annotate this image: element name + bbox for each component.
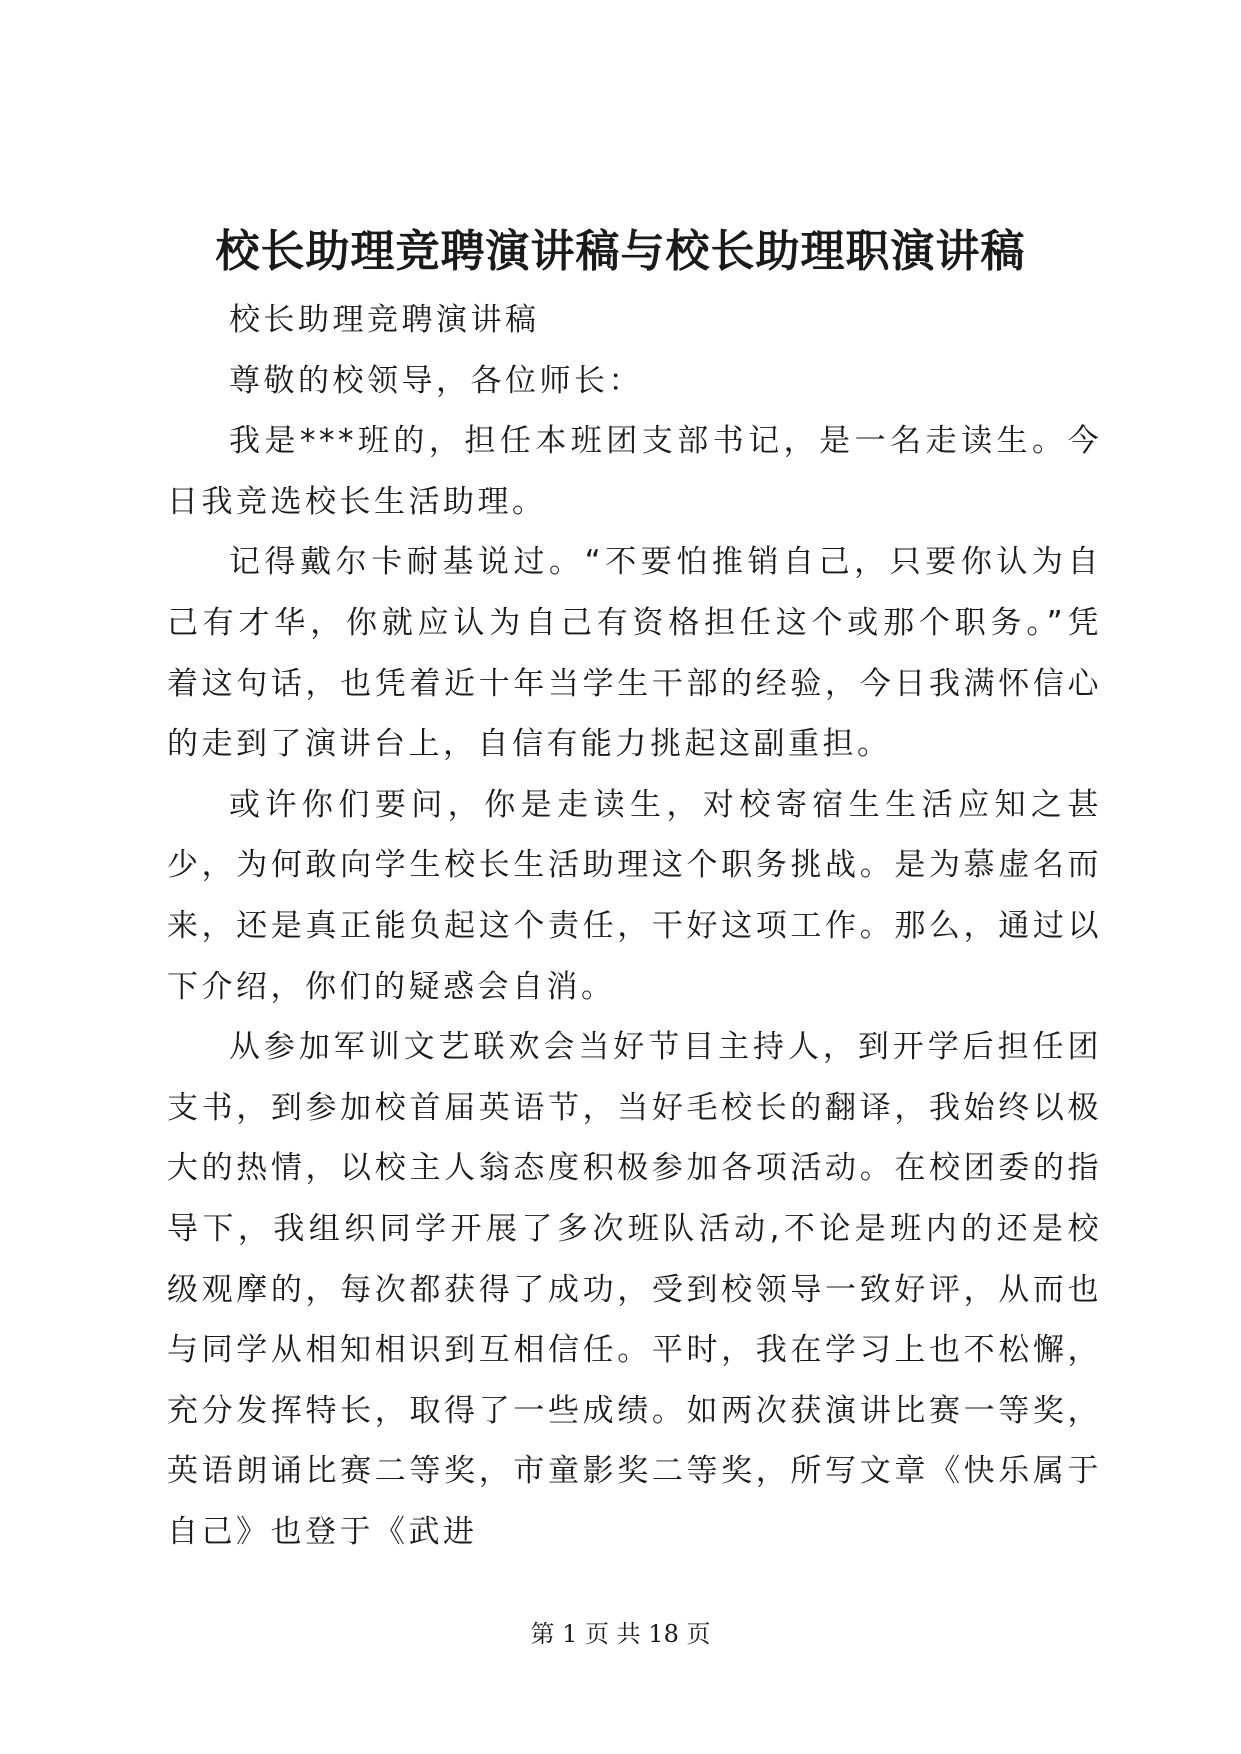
page-number-footer: 第 1 页 共 18 页 — [530, 1620, 711, 1648]
document-title: 校长助理竞聘演讲稿与校长助理职演讲稿 — [215, 226, 1026, 277]
paragraph-experience: 从参加军训文艺联欢会当好节目主持人，到开学后担任团支书，到参加校首届英语节，当好毛校长的翻译，我始终以极大的热情，以校主人翁态度积极参加各项活动。在校团委的指导下，我组织同学开展了多次班队活动,不论是班内的还是校级观摩的，每次都获得了成功，受到校领导一致好评，从而也与同学从相知相识到互相信任。平时，我在学习上也不松懈，充分发挥特长，取得了一些成绩。如两次获演讲比赛一等奖，英语朗诵比赛二等奖，市童影奖二等奖，所写文章《快乐属于自己》也登于《武进 — [167, 1029, 1102, 1550]
paragraph-subtitle: 校长助理竞聘演讲稿 — [229, 302, 540, 338]
paragraph-salutation: 尊敬的校领导，各位师长： — [229, 362, 643, 399]
paragraph-question: 或许你们要问，你是走读生，对校寄宿生生活应知之甚少，为何敢向学生校长生活助理这个职务挑战。是为慕虚名而来，还是真正能负起这个责任，干好这项工作。那么，通过以下介绍，你们的疑惑会自消。 — [167, 786, 1102, 1005]
paragraph-introduction: 我是***班的，担任本班团支部书记，是一名走读生。今日我竞选校长生活助理。 — [167, 423, 1102, 520]
document-body — [167, 290, 1102, 1562]
paragraph-quote: 记得戴尔卡耐基说过。“不要怕推销自己，只要你认为自己有才华，你就应认为自己有资格担任这个或那个职务。”凭着这句话，也凭着近十年当学生干部的经验，今日我满怀信心的走到了演讲台上，自信有能力挑起这副重担。 — [167, 544, 1102, 763]
